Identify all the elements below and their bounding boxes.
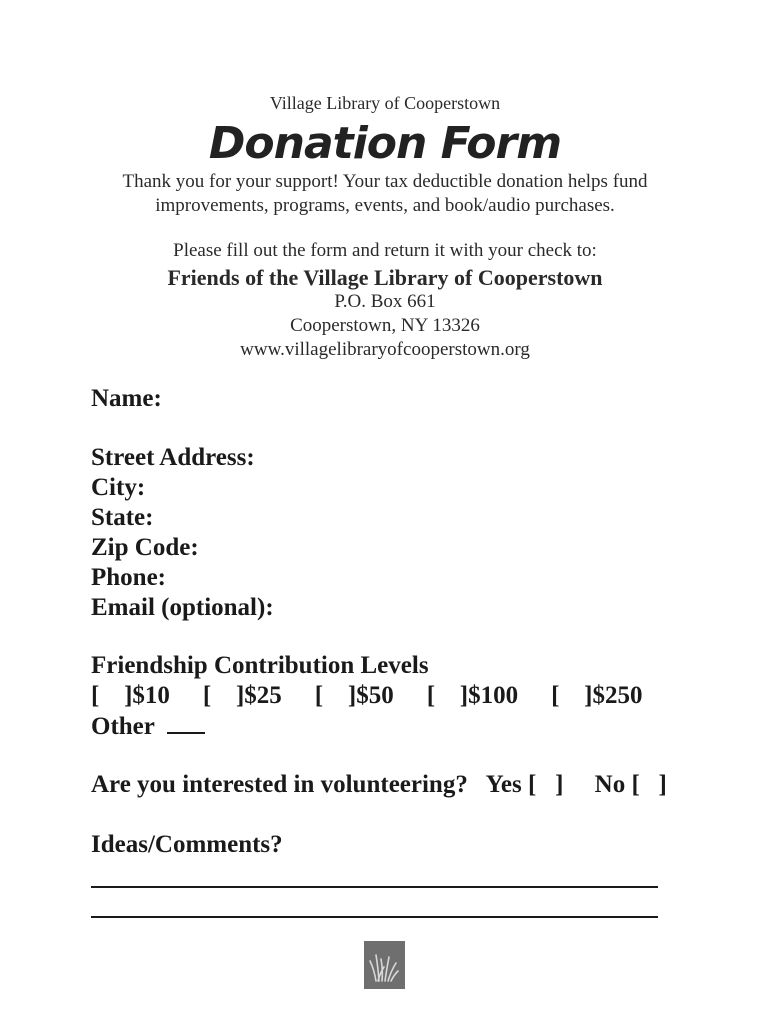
comment-line[interactable]	[91, 916, 658, 918]
volunteer-question[interactable]: Are you interested in volunteering? Yes [ ] No [ ]	[91, 771, 667, 798]
contribution-levels-heading: Friendship Contribution Levels	[91, 652, 429, 679]
contribution-level-options[interactable]: [ ]$10 [ ]$25 [ ]$50 [ ]$100 [ ]$250	[91, 682, 643, 709]
return-instructions: Please fill out the form and return it with your check to:	[173, 240, 597, 261]
friends-organization-name: Friends of the Village Library of Cooperstown	[167, 265, 603, 290]
other-amount-row	[91, 712, 205, 741]
intro-line-1: Thank you for your support! Your tax deductible donation helps fund	[122, 171, 648, 192]
state-field-label: State:	[91, 504, 154, 531]
street-address-field-label: Street Address:	[91, 444, 255, 471]
city-field-label: City:	[91, 474, 146, 501]
organization-name: Village Library of Cooperstown	[269, 93, 501, 113]
website-link[interactable]: www.villagelibraryofcooperstown.org	[240, 339, 530, 360]
phone-field-label: Phone:	[91, 564, 166, 591]
po-box: P.O. Box 661	[334, 291, 436, 312]
other-amount-blank[interactable]	[167, 712, 205, 734]
email-field-label: Email (optional):	[91, 594, 274, 621]
page-title: Donation Form	[208, 118, 562, 169]
other-label: Other	[91, 713, 155, 740]
comment-line[interactable]	[91, 886, 658, 888]
zip-code-field-label: Zip Code:	[91, 534, 199, 561]
city-state-zip: Cooperstown, NY 13326	[290, 315, 480, 336]
name-field-label: Name:	[91, 385, 162, 412]
grass-logo-icon	[364, 941, 405, 989]
comments-label: Ideas/Comments?	[91, 831, 283, 858]
intro-line-2: improvements, programs, events, and book/audio purchases.	[155, 195, 615, 216]
